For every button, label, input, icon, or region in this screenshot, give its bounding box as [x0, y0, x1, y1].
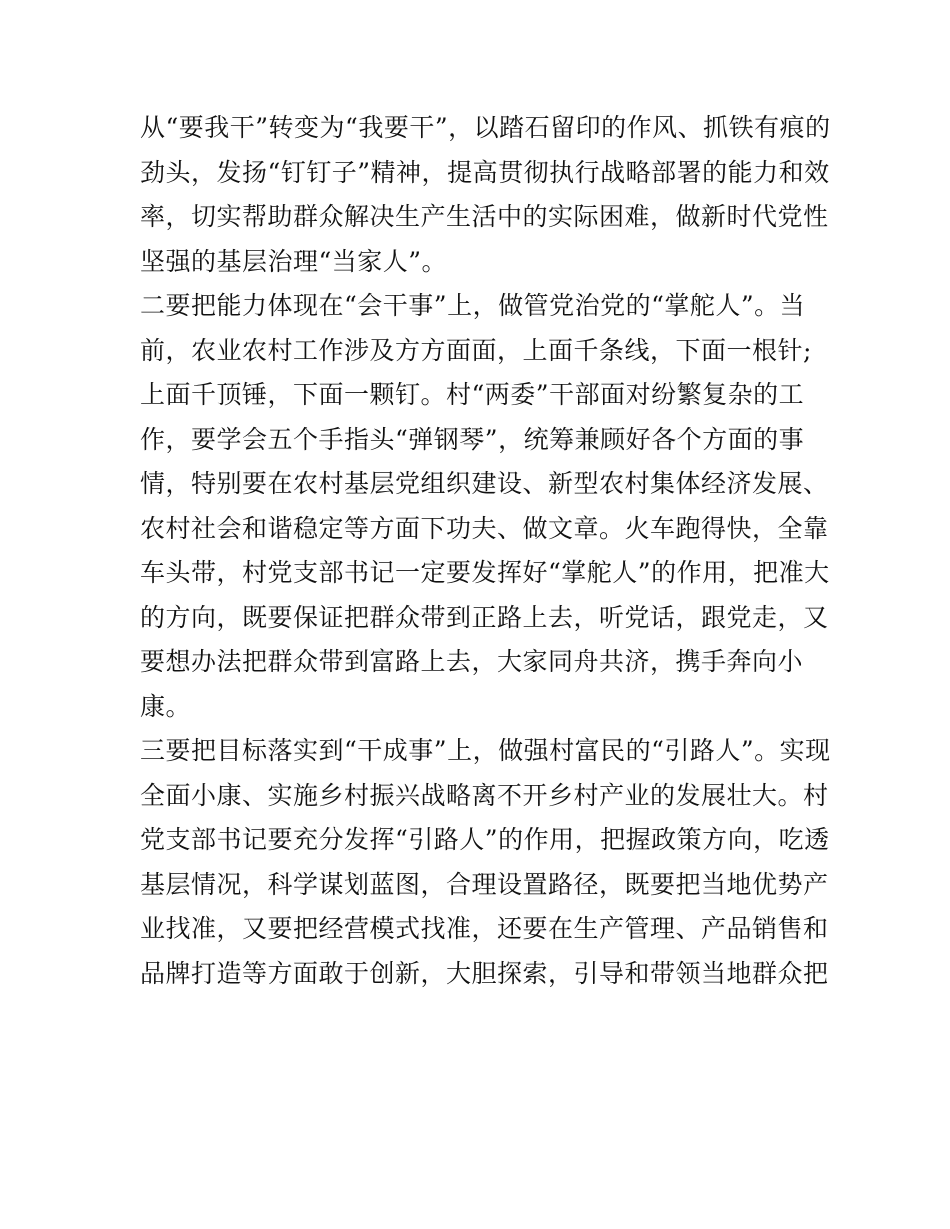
text-line: 坚强的基层治理“当家人”。: [140, 246, 448, 276]
text-line: 车头带，村党支部书记一定要发挥好“掌舵人”的作用，把准大: [140, 558, 830, 587]
text-line: 上面千顶锤，下面一颗钉。村“两委”干部面对纷繁复杂的工: [140, 380, 805, 409]
text-line: 要想办法把群众带到富路上去，大家同舟共济，携手奔向小: [140, 647, 804, 676]
text-line: 率，切实帮助群众解决生产生活中的实际困难，做新时代党性: [140, 202, 829, 231]
text-line: 党支部书记要充分发挥“引路人”的作用，把握政策方向，吃透: [140, 825, 830, 854]
text-line: 品牌打造等方面敢于创新，大胆探索，引导和带领当地群众把: [140, 958, 829, 988]
text-line: 业找准，又要把经营模式找准，还要在生产管理、产品销售和: [140, 914, 829, 943]
body-text: [140, 106, 831, 996]
paragraph-1: [140, 106, 831, 284]
text-line: 全面小康、实施乡村振兴战略离不开乡村产业的发展壮大。村: [140, 780, 829, 810]
text-line: 从“要我干”转变为“我要干”，以踏石留印的作风、抓铁有痕的: [140, 113, 831, 142]
text-line: 三要把目标落实到“干成事”上，做强村富民的“引路人”。实现: [140, 736, 831, 765]
text-line: 情，特别要在农村基层党组织建设、新型农村集体经济发展、: [140, 469, 829, 498]
text-line: 前，农业农村工作涉及方方面面，上面千条线，下面一根针;: [140, 335, 812, 365]
paragraph-3: [140, 729, 831, 996]
text-line: 的方向，既要保证把群众带到正路上去，听党话，跟党走，又: [140, 602, 829, 632]
text-line: 劲头，发扬“钉钉子”精神，提高贯彻执行战略部署的能力和效: [140, 157, 830, 187]
paragraph-2: [140, 284, 830, 729]
text-line: 康。: [140, 691, 192, 721]
text-line: 农村社会和谐稳定等方面下功夫、做文章。火车跑得快，全靠: [140, 513, 829, 543]
text-line: 作，要学会五个手指头“弹钢琴”，统筹兼顾好各个方面的事: [140, 424, 805, 454]
text-line: 基层情况，科学谋划蓝图，合理设置路径，既要把当地优势产: [140, 869, 829, 899]
text-line: 二要把能力体现在“会干事”上，做管党治党的“掌舵人”。当: [140, 291, 806, 320]
